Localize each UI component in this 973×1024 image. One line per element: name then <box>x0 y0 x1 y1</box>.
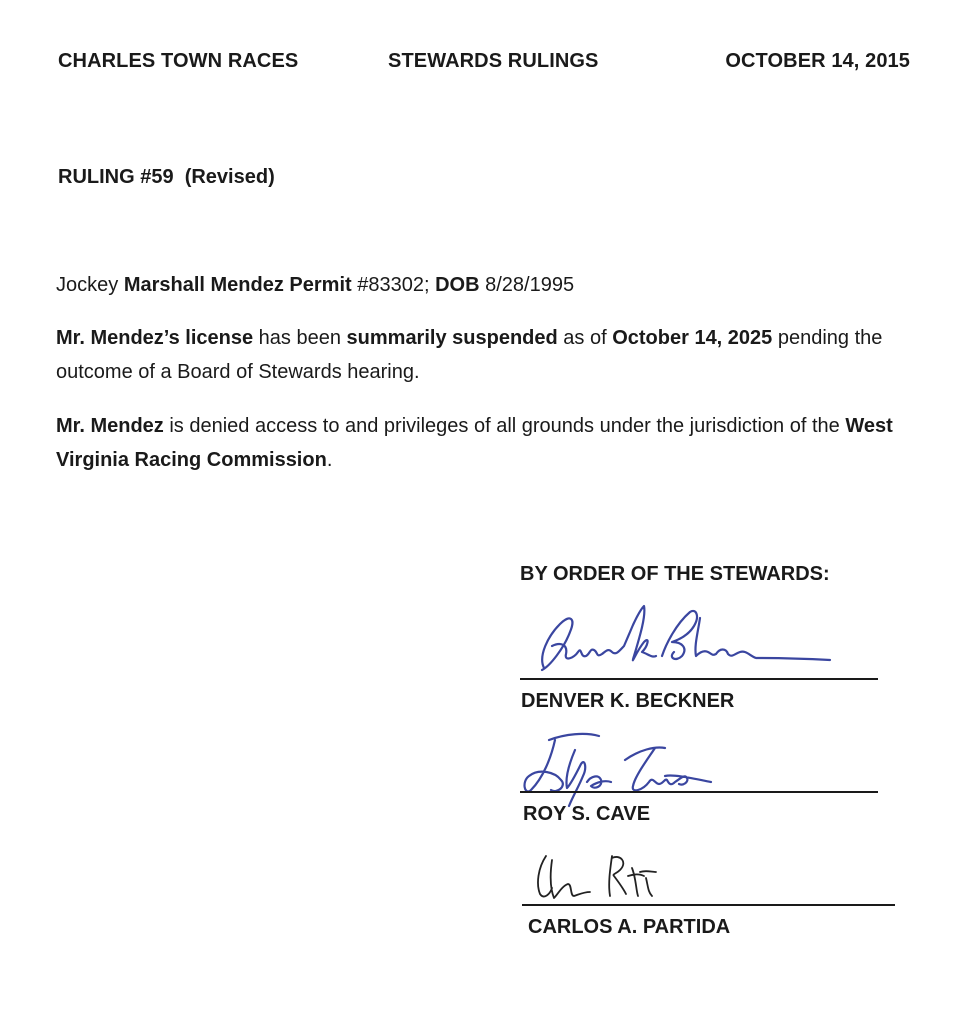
text-segment: as of <box>557 327 613 349</box>
paragraph-licensee <box>56 268 916 302</box>
signer-name-2: ROY S. CAVE <box>523 803 651 825</box>
signature-partida <box>528 848 688 906</box>
license-subject: Mr. Mendez’s license <box>56 327 254 349</box>
signature-beckner <box>530 596 850 682</box>
text-segment: is denied access to and privileges of all grounds under the jurisdiction of the <box>163 415 846 437</box>
text-segment: Jockey <box>56 274 124 296</box>
suspension-type: summarily suspended <box>346 327 558 349</box>
signature-line-1 <box>520 678 878 680</box>
suspension-date: October 14, 2025 <box>612 327 773 349</box>
dob-value: 8/28/1995 <box>479 274 575 296</box>
text-segment: has been <box>253 327 347 349</box>
header-document-type: STEWARDS RULINGS <box>388 50 599 72</box>
licensee-name: Marshall Mendez Permit <box>123 274 352 296</box>
signer-name-3: CARLOS A. PARTIDA <box>528 916 731 938</box>
signature-line-2 <box>520 791 878 793</box>
subject-name: Mr. Mendez <box>56 415 164 437</box>
paragraph-access-denied <box>56 409 916 477</box>
permit-number: #83302; <box>351 274 436 296</box>
header-date: OCTOBER 14, 2015 <box>725 50 910 72</box>
commission-name: West Virginia Racing Commission <box>56 415 893 471</box>
signature-line-3 <box>522 904 895 906</box>
signer-name-1: DENVER K. BECKNER <box>521 690 735 712</box>
ruling-title: RULING #59 (Revised) <box>58 166 275 188</box>
order-heading: BY ORDER OF THE STEWARDS: <box>520 563 830 585</box>
paragraph-suspension <box>56 321 916 389</box>
text-segment: . <box>326 449 333 471</box>
text-segment: pending the outcome of a Board of Stewards hearing. <box>56 327 883 383</box>
header-track-name: CHARLES TOWN RACES <box>58 50 299 72</box>
dob-label: DOB <box>435 274 480 296</box>
